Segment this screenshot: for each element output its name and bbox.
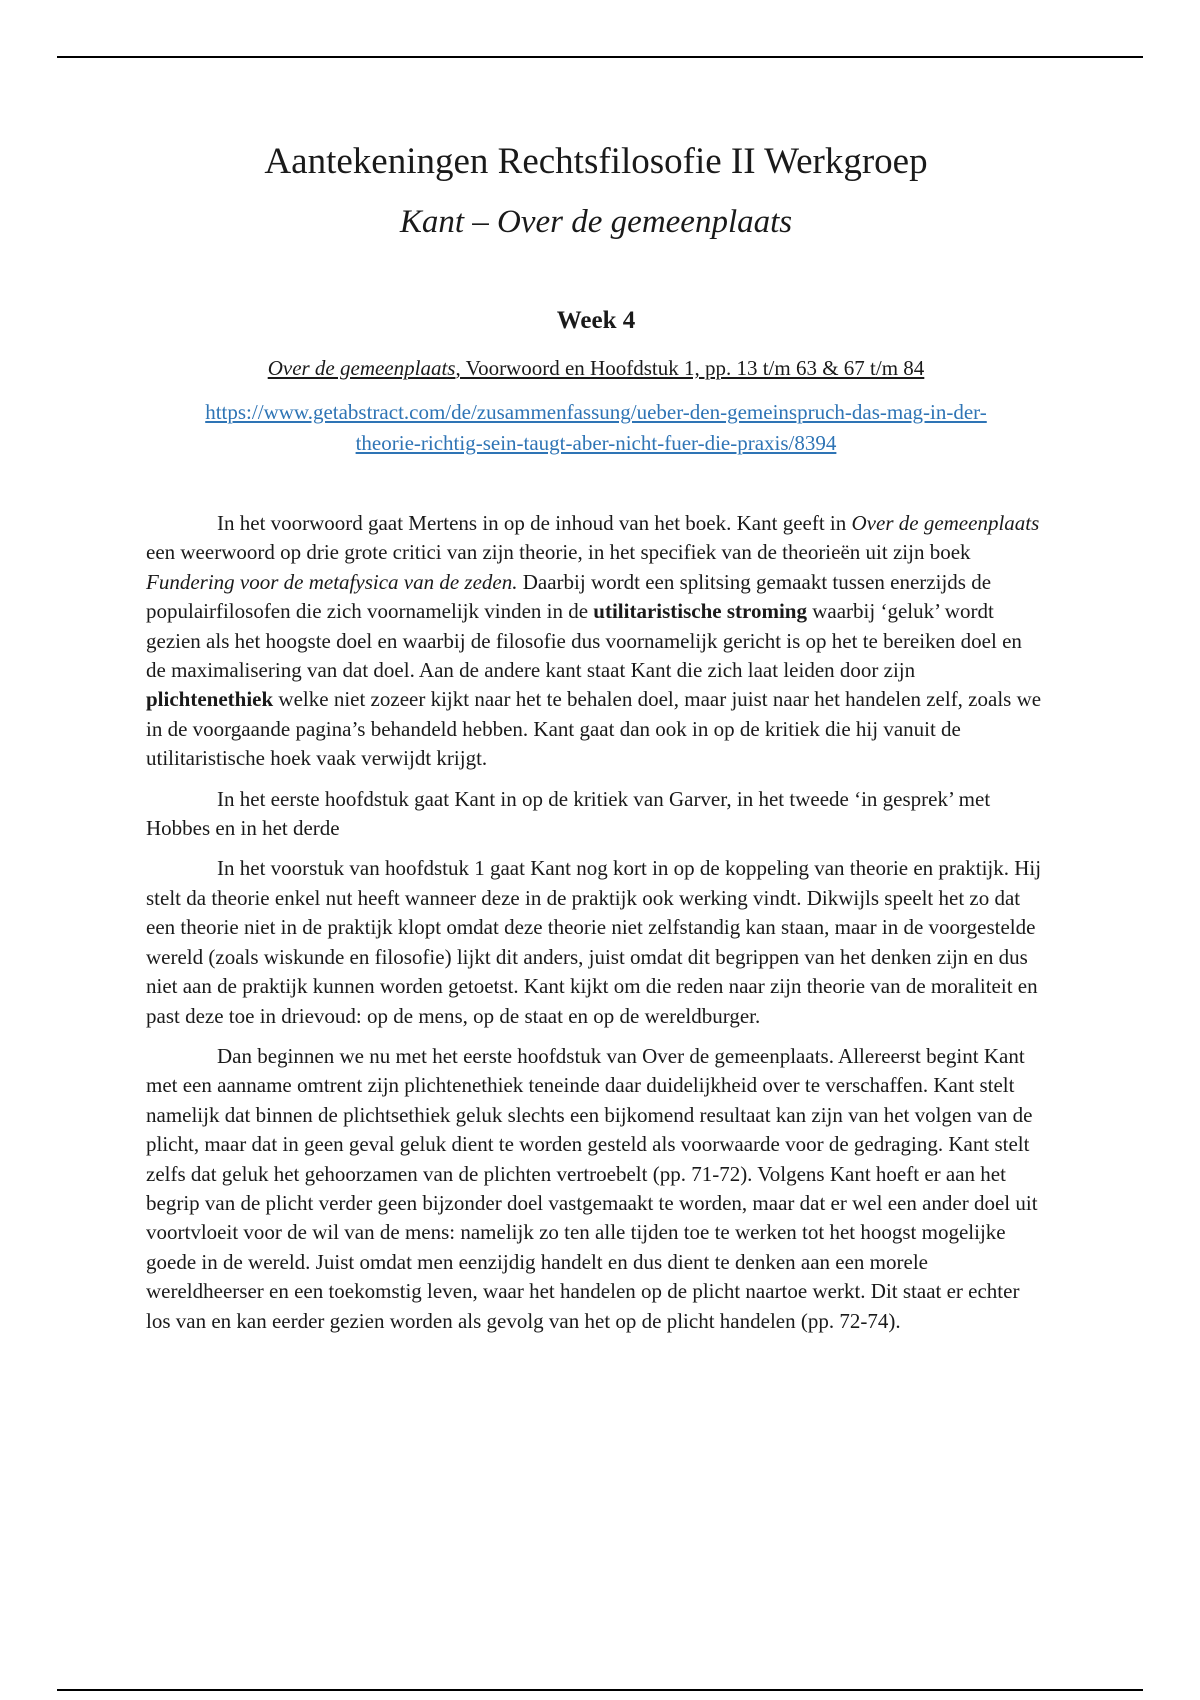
paragraph-1-text-e: welke niet zozeer kijkt naar het te behalen doel, maar juist naar het handelen zelf, zoals we in de voorgaande pagina’s behandeld hebben. Kant gaat dan ook in op de kritiek die hij vanuit de utilitaristische hoek vaak verwijdt krijgt. bbox=[146, 687, 1042, 771]
reading-reference bbox=[146, 354, 1046, 382]
reading-details: , Voorwoord en Hoofdstuk 1, pp. 13 t/m 63 & 67 t/m 84 bbox=[455, 356, 925, 380]
body-text bbox=[146, 509, 1046, 1336]
paragraph-1-text-b: een weerwoord op drie grote critici van zijn theorie, in het specifiek van de theorieën uit zijn boek bbox=[146, 540, 971, 565]
document-subtitle: Kant – Over de gemeenplaats bbox=[399, 204, 793, 240]
document-body bbox=[146, 140, 1046, 1347]
paragraph-1-italic-b: Fundering voor de metafysica van de zeden. bbox=[146, 569, 518, 594]
paragraph-1-bold-b: plichtenethiek bbox=[146, 687, 274, 712]
paragraph-1-text-a: In het voorwoord gaat Mertens in op de inhoud van het boek. Kant geeft in bbox=[217, 511, 852, 535]
summary-link-line-1: https://www.getabstract.com/de/zusammenfassung/ueber-den-gemeinspruch-das-mag-in-der- bbox=[205, 400, 987, 424]
top-rule bbox=[57, 56, 1143, 58]
paragraph-1-italic-a: Over de gemeenplaats bbox=[851, 511, 1040, 535]
bottom-rule bbox=[57, 1689, 1143, 1691]
reading-work-title: Over de gemeenplaats bbox=[267, 356, 456, 380]
paragraph-4: Dan beginnen we nu met het eerste hoofdstuk van Over de gemeenplaats. Allereerst begint Kant met een aanname omtrent zijn plichtenethiek teneinde daar duidelijkheid over te verschaffen. Kant stelt namelijk dat binnen de plichtsethiek geluk slechts een bijkomend resultaat kan zijn van het volgen van de plicht, maar dat in geen geval geluk dient te worden gesteld als voorwaarde voor de gedraging. Kant stelt zelfs dat geluk het gehoorzamen van de plichten vertroebelt (pp. 71-72). Volgens Kant hoeft er aan het begrip van de plicht verder geen bijzonder doel vastgemaakt te worden, maar dat er wel een ander doel uit voortvloeit voor de wil van de mens: namelijk zo ten alle tijden toe te werken tot het hoogst mogelijke goede in de wereld. Juist omdat men eenzijdig handelt en dus dient te denken aan een morele wereldheerser en een toekomstig leven, waar het handelen op de plicht naartoe werkt. Dit staat er echter los van en kan eerder gezien worden als gevolg van het op de plicht handelen (pp. 72-74). bbox=[146, 1043, 1038, 1333]
paragraph-1-text-d: waarbij ‘geluk’ wordt gezien als het hoogste doel en waarbij de filosofie dus voornamelijk gericht is op het te bereiken doel en de maximalisering van dat doel. Aan de andere kant staat Kant die zich laat leiden door zijn bbox=[146, 599, 1022, 683]
paragraph-1-bold-a: utilitaristische stroming bbox=[593, 599, 807, 624]
paragraph-2: In het eerste hoofdstuk gaat Kant in op de kritiek van Garver, in het tweede ‘in gesprek’ met Hobbes en in het derde bbox=[146, 786, 991, 841]
summary-link[interactable] bbox=[146, 397, 1046, 459]
document-title: Aantekeningen Rechtsfilosofie II Werkgroep bbox=[264, 141, 928, 182]
paragraph-1-text-c: Daarbij wordt een splitsing gemaakt tussen enerzijds de populairfilosofen die zich voornamelijk vinden in de bbox=[146, 569, 992, 624]
paragraph-1 bbox=[146, 509, 1046, 774]
week-heading: Week 4 bbox=[556, 307, 636, 334]
paragraph-3: In het voorstuk van hoofdstuk 1 gaat Kant nog kort in op de koppeling van theorie en praktijk. Hij stelt da theorie enkel nut heeft wanneer deze in de praktijk ook werking vindt. Dikwijls speelt het zo dat een theorie niet in de praktijk klopt omdat deze theorie niet zelfstandig kan staan, maar in de voorgestelde wereld (zoals wiskunde en filosofie) lijkt dit anders, juist omdat dit begrippen van het denken zijn en dus niet aan de praktijk kunnen worden getoetst. Kant kijkt om die reden naar zijn theorie van de moraliteit en past deze toe in drievoud: op de mens, op de staat en op de wereldburger. bbox=[146, 856, 1042, 1028]
summary-link-line-2: theorie-richtig-sein-taugt-aber-nicht-fuer-die-praxis/8394 bbox=[355, 431, 837, 455]
